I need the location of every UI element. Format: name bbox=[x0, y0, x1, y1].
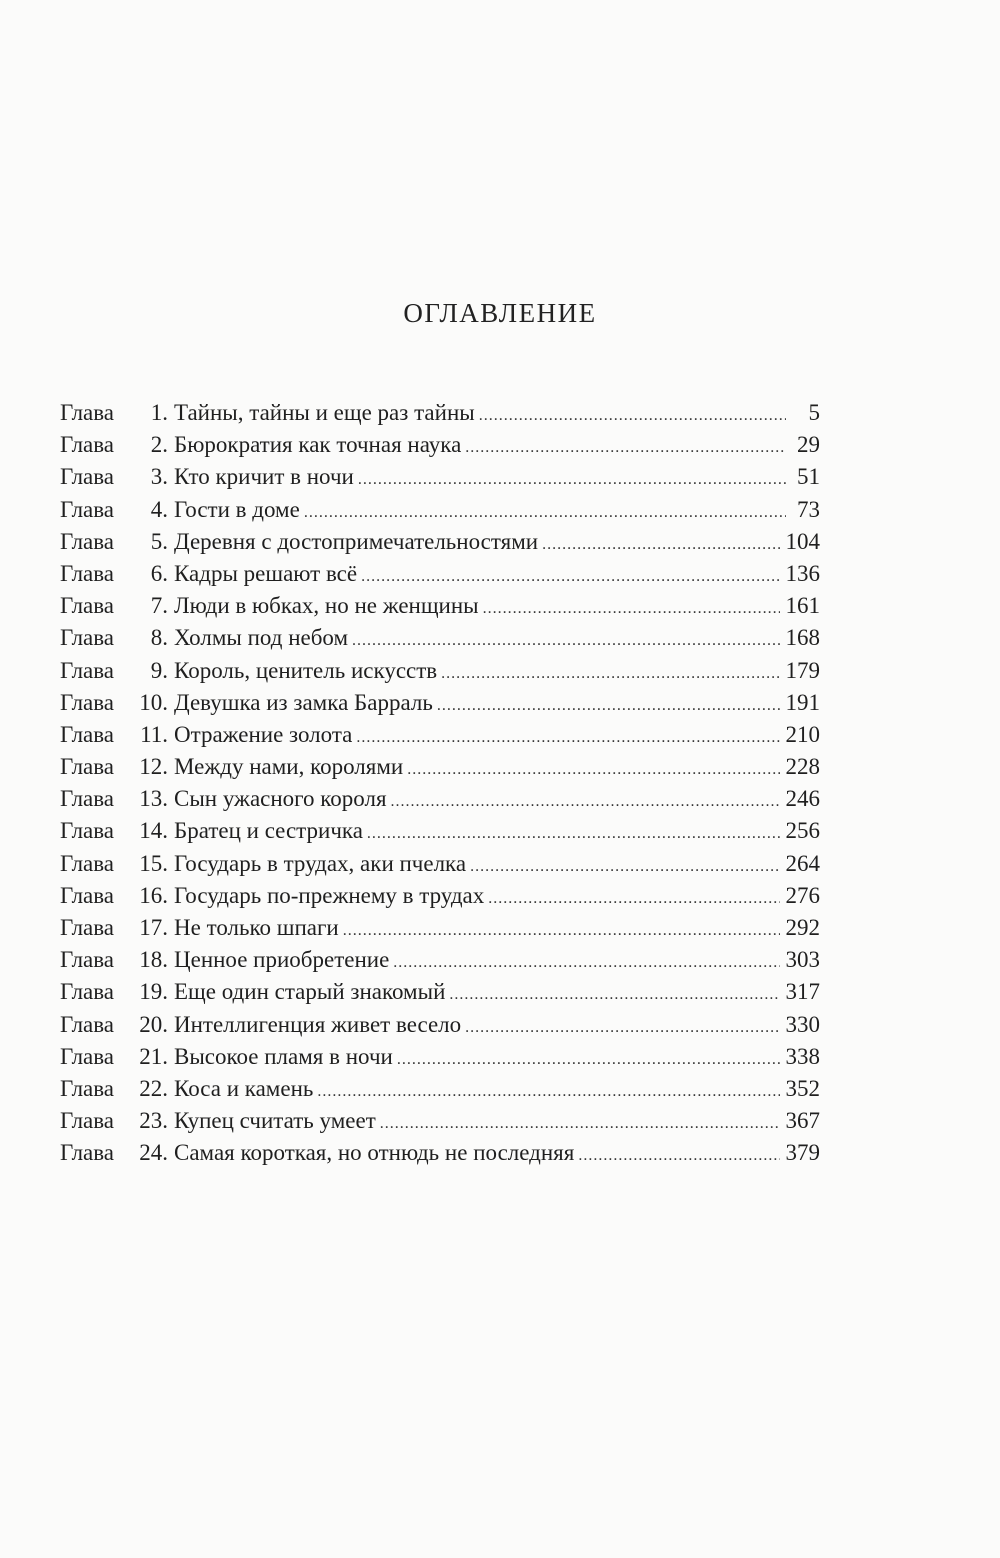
chapter-number: 11. bbox=[140, 721, 168, 747]
chapter-number: 23. bbox=[139, 1108, 168, 1134]
dot-leader bbox=[367, 818, 780, 850]
chapter-number: 2. bbox=[150, 432, 168, 458]
chapter-prefix: Глава bbox=[60, 528, 115, 554]
dot-leader bbox=[352, 625, 779, 657]
chapter-title: Кто кричит в ночи bbox=[174, 464, 354, 490]
chapter-prefix: Глава bbox=[60, 496, 115, 522]
chapter-number: 17. bbox=[139, 915, 168, 940]
chapter-title: Люди в юбках, но не женщины bbox=[174, 593, 479, 619]
dot-leader bbox=[407, 754, 779, 786]
chapter-number: 3. bbox=[150, 464, 168, 490]
chapter-title: Самая короткая, но отнюдь не последняя bbox=[174, 1140, 575, 1166]
chapter-title: Тайны, тайны и еще раз тайны bbox=[174, 400, 475, 425]
chapter-prefix: Глава bbox=[60, 1140, 115, 1166]
toc-entry bbox=[60, 912, 820, 944]
chapter-number: 22. bbox=[139, 1075, 168, 1101]
chapter-number: 8. bbox=[150, 625, 168, 651]
chapter-page-number: 73 bbox=[797, 496, 820, 522]
dot-leader bbox=[317, 1076, 779, 1108]
chapter-title: Государь в трудах, аки пчелка bbox=[174, 850, 467, 876]
dot-leader bbox=[397, 1044, 780, 1076]
chapter-title: Король, ценитель искусств bbox=[174, 657, 438, 683]
toc-entry bbox=[60, 944, 820, 976]
chapter-page-number: 191 bbox=[785, 689, 820, 715]
dot-leader bbox=[465, 432, 786, 464]
dot-leader bbox=[437, 690, 780, 722]
chapter-page-number: 136 bbox=[785, 560, 820, 586]
chapter-prefix: Глава bbox=[60, 400, 115, 425]
dot-leader bbox=[343, 915, 780, 947]
chapter-page-number: 330 bbox=[785, 1011, 820, 1037]
chapter-number: 24. bbox=[139, 1140, 168, 1166]
dot-leader bbox=[393, 947, 779, 979]
dot-leader bbox=[449, 979, 779, 1011]
dot-leader bbox=[465, 1012, 779, 1044]
chapter-number: 15. bbox=[139, 850, 168, 876]
chapter-prefix: Глава bbox=[60, 1043, 115, 1069]
dot-leader bbox=[578, 1140, 779, 1172]
chapter-page-number: 367 bbox=[785, 1108, 820, 1134]
dot-leader bbox=[470, 851, 779, 883]
chapter-title: Холмы под небом bbox=[174, 625, 349, 651]
dot-leader bbox=[488, 883, 779, 915]
chapter-title: Между нами, королями bbox=[174, 754, 404, 780]
chapter-title: Интеллигенция живет весело bbox=[174, 1011, 462, 1037]
chapter-number: 12. bbox=[139, 754, 168, 780]
chapter-prefix: Глава bbox=[60, 1108, 115, 1134]
chapter-number: 18. bbox=[139, 947, 168, 973]
toc-entry bbox=[60, 848, 820, 880]
chapter-number: 19. bbox=[139, 979, 168, 1005]
chapter-page-number: 161 bbox=[785, 593, 820, 619]
chapter-prefix: Глава bbox=[60, 560, 115, 586]
chapter-prefix: Глава bbox=[60, 625, 115, 651]
chapter-prefix: Глава bbox=[60, 1011, 115, 1037]
chapter-page-number: 29 bbox=[797, 432, 820, 458]
toc-entry bbox=[60, 1137, 820, 1169]
chapter-prefix: Глава bbox=[60, 882, 115, 908]
chapter-page-number: 276 bbox=[785, 882, 820, 908]
dot-leader bbox=[358, 464, 786, 496]
chapter-prefix: Глава bbox=[60, 850, 115, 876]
dot-leader bbox=[479, 400, 786, 432]
chapter-page-number: 246 bbox=[785, 786, 820, 812]
toc-entry bbox=[60, 976, 820, 1008]
chapter-page-number: 379 bbox=[785, 1140, 820, 1166]
chapter-title: Деревня с достопримечательностями bbox=[174, 528, 539, 554]
chapter-prefix: Глава bbox=[60, 689, 115, 715]
chapter-title: Государь по-прежнему в трудах bbox=[174, 882, 485, 908]
chapter-number: 20. bbox=[139, 1011, 168, 1037]
dot-leader bbox=[304, 497, 786, 529]
chapter-number: 1. bbox=[150, 400, 168, 425]
chapter-page-number: 51 bbox=[797, 464, 820, 490]
chapter-title: Купец считать умеет bbox=[174, 1108, 376, 1134]
chapter-prefix: Глава bbox=[60, 915, 115, 940]
chapter-page-number: 303 bbox=[785, 947, 820, 973]
chapter-number: 21. bbox=[139, 1043, 168, 1069]
chapter-page-number: 292 bbox=[785, 915, 820, 940]
chapter-title: Ценное приобретение bbox=[174, 947, 390, 973]
chapter-page-number: 256 bbox=[785, 818, 820, 844]
chapter-page-number: 264 bbox=[785, 850, 820, 876]
toc-entry bbox=[60, 719, 820, 751]
chapter-prefix: Глава bbox=[60, 1075, 115, 1101]
chapter-prefix: Глава bbox=[60, 593, 115, 619]
chapter-page-number: 168 bbox=[785, 625, 820, 651]
chapter-title: Коса и камень bbox=[174, 1075, 314, 1101]
chapter-title: Сын ужасного короля bbox=[174, 786, 387, 812]
chapter-page-number: 179 bbox=[785, 657, 820, 683]
chapter-page-number: 104 bbox=[785, 528, 820, 554]
chapter-title: Девушка из замка Барраль bbox=[174, 689, 433, 715]
chapter-number: 5. bbox=[150, 528, 168, 554]
chapter-title: Не только шпаги bbox=[174, 915, 339, 940]
toc-entry bbox=[60, 783, 820, 815]
toc-entry bbox=[60, 494, 820, 526]
toc-entry bbox=[60, 622, 820, 654]
dot-leader bbox=[391, 786, 780, 818]
table-of-contents bbox=[60, 397, 820, 1170]
chapter-prefix: Глава bbox=[60, 432, 115, 458]
dot-leader bbox=[483, 593, 780, 625]
chapter-title: Братец и сестричка bbox=[174, 818, 363, 844]
toc-entry bbox=[60, 429, 820, 461]
chapter-title: Отражение золота bbox=[174, 721, 353, 747]
chapter-prefix: Глава bbox=[60, 464, 115, 490]
toc-entry bbox=[60, 815, 820, 847]
chapter-page-number: 5 bbox=[808, 400, 820, 425]
toc-entry bbox=[60, 461, 820, 493]
chapter-prefix: Глава bbox=[60, 657, 115, 683]
dot-leader bbox=[542, 529, 779, 561]
toc-entry bbox=[60, 1073, 820, 1105]
chapter-page-number: 338 bbox=[785, 1043, 820, 1069]
toc-entry bbox=[60, 1041, 820, 1073]
chapter-number: 10. bbox=[139, 689, 168, 715]
page-title: ОГЛАВЛЕНИЕ bbox=[403, 298, 597, 328]
chapter-prefix: Глава bbox=[60, 947, 115, 973]
toc-entry bbox=[60, 526, 820, 558]
toc-entry bbox=[60, 687, 820, 719]
chapter-prefix: Глава bbox=[60, 721, 115, 747]
chapter-title: Кадры решают всё bbox=[174, 560, 358, 586]
chapter-title: Высокое пламя в ночи bbox=[174, 1043, 393, 1069]
toc-entry bbox=[60, 1105, 820, 1137]
toc-entry bbox=[60, 880, 820, 912]
chapter-title: Гости в доме bbox=[174, 496, 300, 522]
chapter-prefix: Глава bbox=[60, 818, 115, 844]
chapter-number: 16. bbox=[139, 882, 168, 908]
chapter-page-number: 317 bbox=[785, 979, 820, 1005]
chapter-prefix: Глава bbox=[60, 786, 115, 812]
chapter-page-number: 210 bbox=[785, 721, 820, 747]
dot-leader bbox=[361, 561, 779, 593]
dot-leader bbox=[441, 658, 779, 690]
chapter-number: 4. bbox=[150, 496, 168, 522]
chapter-number: 7. bbox=[150, 593, 168, 619]
toc-entry bbox=[60, 1009, 820, 1041]
toc-entry bbox=[60, 655, 820, 687]
dot-leader bbox=[356, 722, 779, 754]
chapter-number: 6. bbox=[150, 560, 168, 586]
toc-entry bbox=[60, 558, 820, 590]
toc-entry bbox=[60, 397, 820, 429]
chapter-prefix: Глава bbox=[60, 979, 115, 1005]
toc-entry bbox=[60, 751, 820, 783]
chapter-page-number: 352 bbox=[785, 1075, 820, 1101]
toc-entry bbox=[60, 590, 820, 622]
chapter-title: Бюрократия как точная наука bbox=[174, 432, 462, 458]
chapter-page-number: 228 bbox=[785, 754, 820, 780]
chapter-title: Еще один старый знакомый bbox=[174, 979, 446, 1005]
chapter-number: 14. bbox=[139, 818, 168, 844]
chapter-number: 13. bbox=[139, 786, 168, 812]
chapter-number: 9. bbox=[150, 657, 168, 683]
chapter-prefix: Глава bbox=[60, 754, 115, 780]
dot-leader bbox=[380, 1108, 780, 1140]
